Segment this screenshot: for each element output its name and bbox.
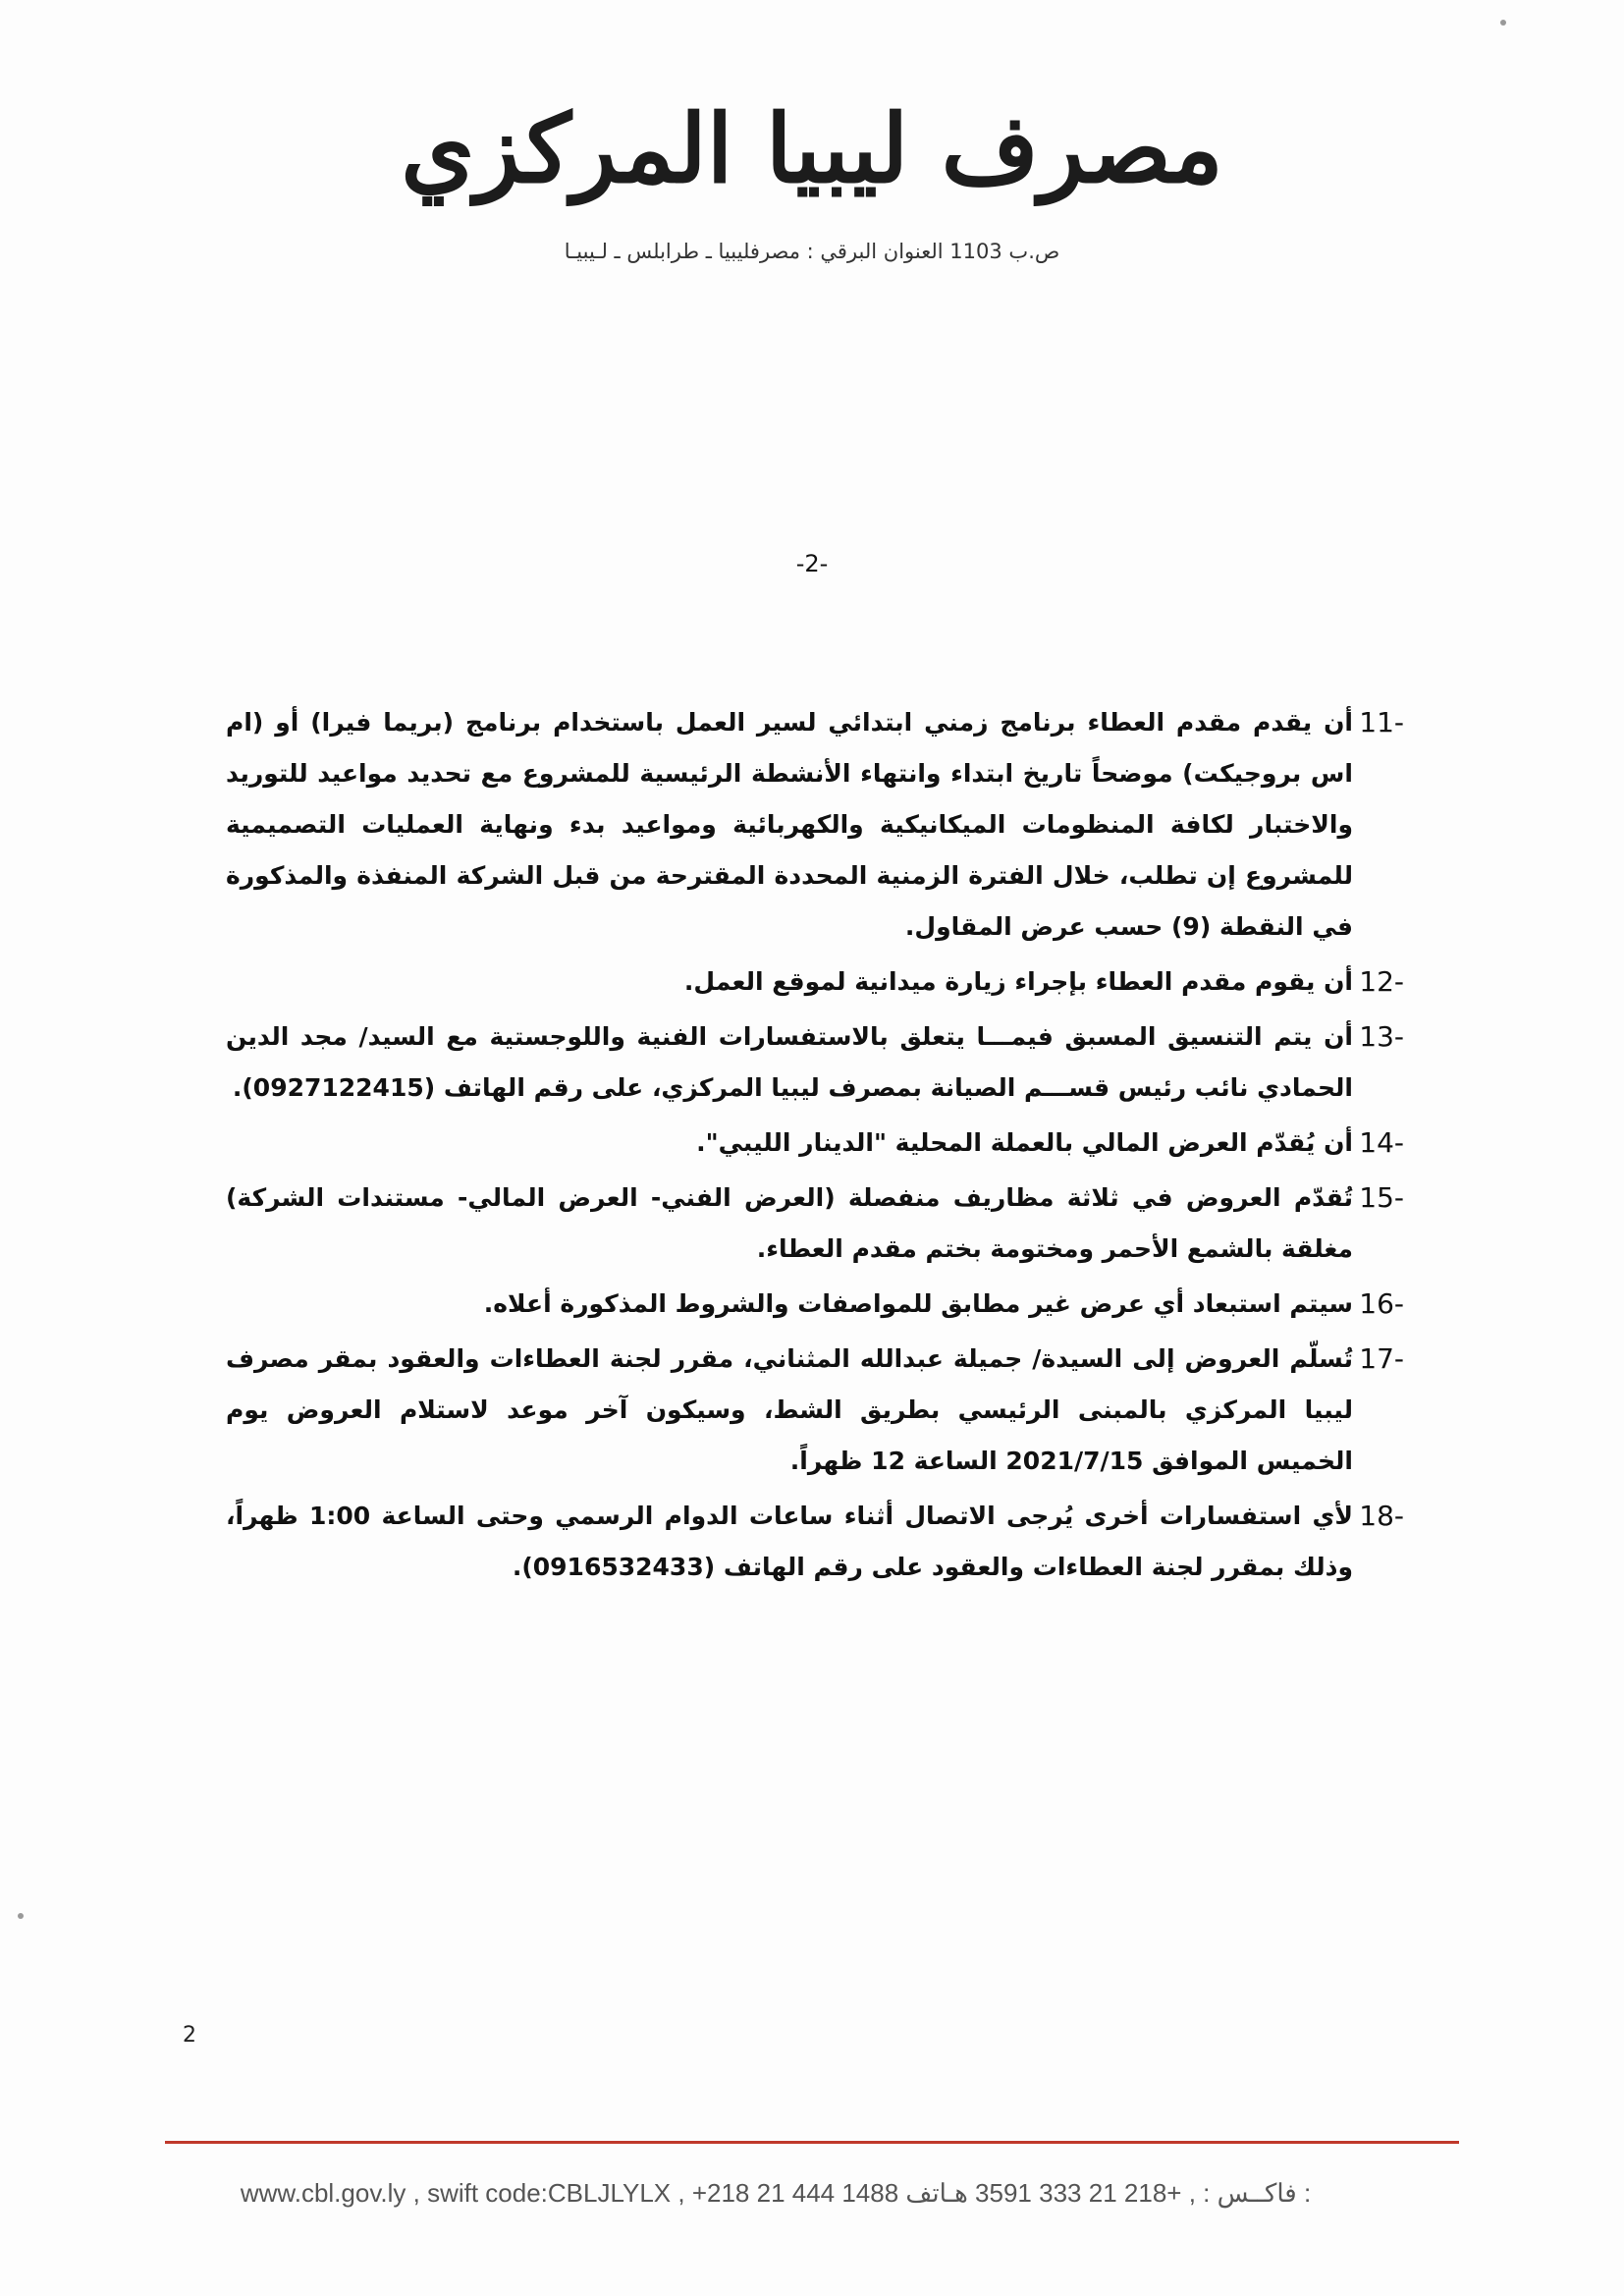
- footer-divider: [165, 2141, 1459, 2144]
- clause-item: [226, 697, 1404, 953]
- bank-logo: مصرف ليبيا المركزي: [401, 93, 1223, 204]
- clause-number: 17-: [1359, 1342, 1404, 1375]
- clause-text: سيتم استبعاد أي عرض غير مطابق للمواصفات والشروط المذكورة أعلاه.: [483, 1289, 1353, 1318]
- clause-item: [226, 1118, 1404, 1169]
- clause-number: 18-: [1359, 1500, 1404, 1532]
- clause-number: 12-: [1359, 965, 1404, 998]
- clause-number: 15-: [1359, 1181, 1404, 1214]
- clause-text: أن يقدم مقدم العطاء برنامج زمني ابتدائي لسير العمل باستخدام برنامج (بريما فيرا) أو (ام اس بروجيكت) موضحاً تاريخ ابتداء وانتهاء الأنشطة الرئيسية للمشروع مع تحديد مواعيد للتوريد والاختبار لكافة المنظومات الميكانيكية والكهربائية ومواعيد بدء ونهاية العمليات التصميمية للمشروع إن تطلب، خلال الفترة الزمنية المحددة المقترحة من قبل الشركة المنفذة والمذكورة في النقطة (9) حسب عرض المقاول.: [226, 708, 1353, 941]
- clause-text: أن يتم التنسيق المسبق فيمـــا يتعلق بالاستفسارات الفنية واللوجستية مع السيد/ مجد الدين الحمادي نائب رئيس قســـم الصيانة بمصرف ليبيا المركزي، على رقم الهاتف (0927122415).: [226, 1022, 1353, 1102]
- clause-text: تُسلّم العروض إلى السيدة/ جميلة عبدالله المثناني، مقرر لجنة العطاءات والعقود بمقر مصرف ليبيا المركزي بالمبنى الرئيسي بطريق الشط، وسيكون آخر موعد لاستلام العروض يوم الخميس الموافق 2021/7/15 الساعة 12 ظهراً.: [226, 1344, 1353, 1475]
- clause-item: [226, 957, 1404, 1008]
- page-marker: -2-: [795, 550, 829, 577]
- clause-item: [226, 1279, 1404, 1330]
- footer-contact: www.cbl.gov.ly , swift code:CBLJLYLX , +218 21 444 1488 فاكــس : , +218 21 333 3591 هـاتف :: [240, 2178, 1312, 2208]
- clause-item: [226, 1173, 1404, 1275]
- page-number: 2: [183, 2023, 196, 2048]
- clause-item: [226, 1334, 1404, 1487]
- clauses-list: [226, 697, 1404, 1597]
- scan-speck: [1500, 20, 1506, 26]
- header-address: ص.ب 1103 العنوان البرقي : مصرفليبيا ـ طرابلس ـ لـيبيـا: [564, 240, 1060, 263]
- clause-text: أن يقوم مقدم العطاء بإجراء زيارة ميدانية لموقع العمل.: [683, 967, 1353, 996]
- clause-text: لأي استفسارات أخرى يُرجى الاتصال أثناء ساعات الدوام الرسمي وحتى الساعة 1:00 ظهراً، وذلك بمقرر لجنة العطاءات والعقود على رقم الهاتف (0916532433).: [226, 1502, 1354, 1581]
- clause-text: تُقدّم العروض في ثلاثة مظاريف منفصلة (العرض الفني- العرض المالي- مستندات الشركة) مغلقة بالشمع الأحمر ومختومة بختم مقدم العطاء.: [226, 1183, 1353, 1263]
- clause-item: [226, 1011, 1404, 1114]
- clause-number: 16-: [1359, 1287, 1404, 1320]
- clause-number: 13-: [1359, 1020, 1404, 1053]
- clause-text: أن يُقدّم العرض المالي بالعملة المحلية "الدينار الليبي".: [696, 1128, 1353, 1157]
- clause-item: [226, 1491, 1404, 1593]
- clause-number: 11-: [1359, 706, 1404, 738]
- scan-speck: [18, 1913, 24, 1919]
- clause-number: 14-: [1359, 1126, 1404, 1159]
